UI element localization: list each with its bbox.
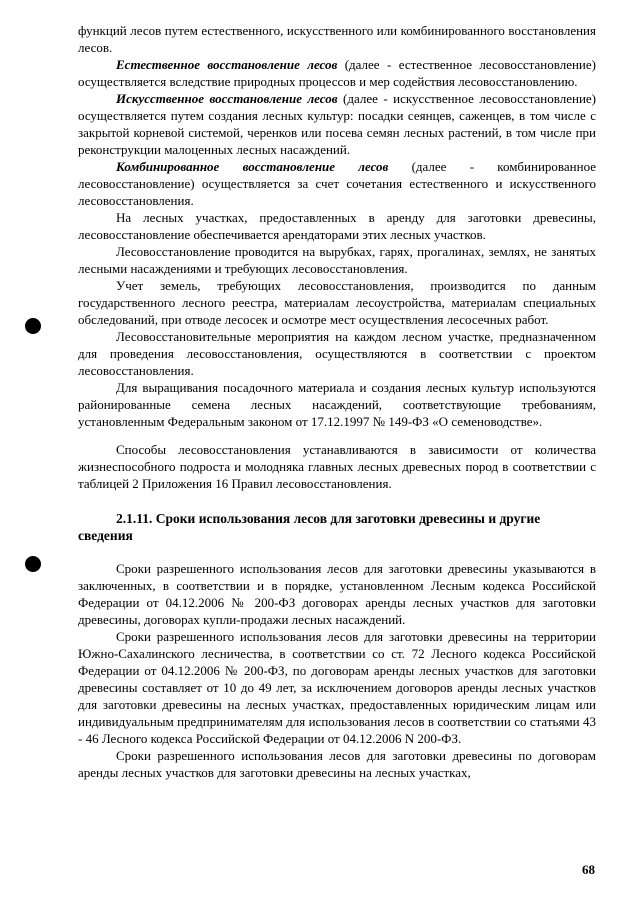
binder-hole-upper (25, 318, 41, 334)
paragraph (78, 158, 596, 209)
page-number: 68 (582, 862, 595, 877)
paragraph (78, 209, 596, 243)
paragraph (78, 22, 596, 56)
binder-hole-lower (25, 556, 41, 572)
paragraph (78, 328, 596, 379)
term-emphasis: Комбинированное восстановление лесов (116, 159, 389, 174)
document-page (78, 22, 596, 781)
term-emphasis: Искусственное восстановление лесов (116, 91, 338, 106)
section-after-heading (78, 560, 596, 781)
section-heading: 2.1.11. Сроки использования лесов для заготовки древесины и другие сведения (78, 511, 541, 543)
text-run: (далее - естественное лесовосстановление) осуществляется вследствие природных процессов и мер содействия лесовосстановлению. (78, 57, 596, 89)
text-run: Способы лесовосстановления устанавливаются в зависимости от количества жизнеспособного подроста и молодняка главных лесных древесных пород в соответствии с таблицей 2 Приложения 16 Правил лесовосстановления. (78, 442, 596, 491)
text-run: На лесных участках, предоставленных в аренду для заготовки древесины, лесовосстановление обеспечивается арендаторами этих лесных участков. (78, 210, 596, 242)
paragraph (78, 560, 596, 628)
paragraph (78, 379, 596, 430)
paragraph (78, 243, 596, 277)
section-before-heading (78, 22, 596, 492)
text-run: Лесовосстановление проводится на вырубках, гарях, прогалинах, землях, не занятых лесными насаждениями и требующих лесовосстановления. (78, 244, 596, 276)
text-run: (далее - искусственное лесовосстановление) осуществляется путем создания лесных культур: посадки сеянцев, саженцев, в том числе с закрытой корневой системой, черенков или посева семян лесных растений, в том числе при реконструкции малоценных лесных насаждений. (78, 91, 597, 157)
text-run: Сроки разрешенного использования лесов для заготовки древесины по договорам аренды лесных участков для заготовки древесины на лесных участках, (78, 748, 596, 780)
paragraph (78, 441, 596, 492)
paragraph (78, 628, 596, 747)
paragraph (78, 277, 596, 328)
text-run: Сроки разрешенного использования лесов для заготовки древесины на территории Южно-Сахалинского лесничества, в соответствии со ст. 72 Лесного кодекса Российской Федерации от 04.12.2006 № 200-ФЗ, по договорам аренды лесных участков для заготовки древесины составляет от 10 до 49 лет, за исключением договоров аренды лесных участков для заготовки древесины на лесных участках, предоставленных юридическим лицам или индивидуальным предпринимателям для использования лесов в соответствии со статьями 43 - 46 Лесного кодекса Российской Федерации от 04.12.2006 N 200-ФЗ. (78, 629, 596, 746)
text-run: Сроки разрешенного использования лесов для заготовки древесины указываются в заключенных, в соответствии и в порядке, установленном Лесным кодекса Российской Федерации от 04.12.2006 № 200-ФЗ договорах аренды лесных участков для заготовки древесины, договорах купли-продажи лесных насаждений. (78, 561, 596, 627)
paragraph (78, 90, 596, 158)
term-emphasis: Естественное восстановление лесов (116, 57, 338, 72)
text-run: Учет земель, требующих лесовосстановления, производится по данным государственного лесного реестра, материалам лесоустройства, материалам специальных обследований, при отводе лесосек и осмотре мест осуществления лесосечных работ. (78, 278, 596, 327)
text-run: Для выращивания посадочного материала и создания лесных культур используются районированные семена лесных насаждений, соответствующие требованиям, установленным Федеральным законом от 17.12.1997 № 149-ФЗ «О семеноводстве». (78, 380, 596, 429)
paragraph (78, 747, 596, 781)
text-run: функций лесов путем естественного, искусственного или комбинированного восстановления лесов. (78, 23, 596, 55)
paragraph (78, 56, 596, 90)
text-run: Лесовосстановительные мероприятия на каждом лесном участке, предназначенном для проведения лесовосстановления, осуществляются в соответствии с проектом лесовосстановления. (78, 329, 596, 378)
text-run: (далее - комбинированное лесовосстановление) осуществляется за счет сочетания естественного и искусственного лесовосстановления. (78, 159, 596, 208)
